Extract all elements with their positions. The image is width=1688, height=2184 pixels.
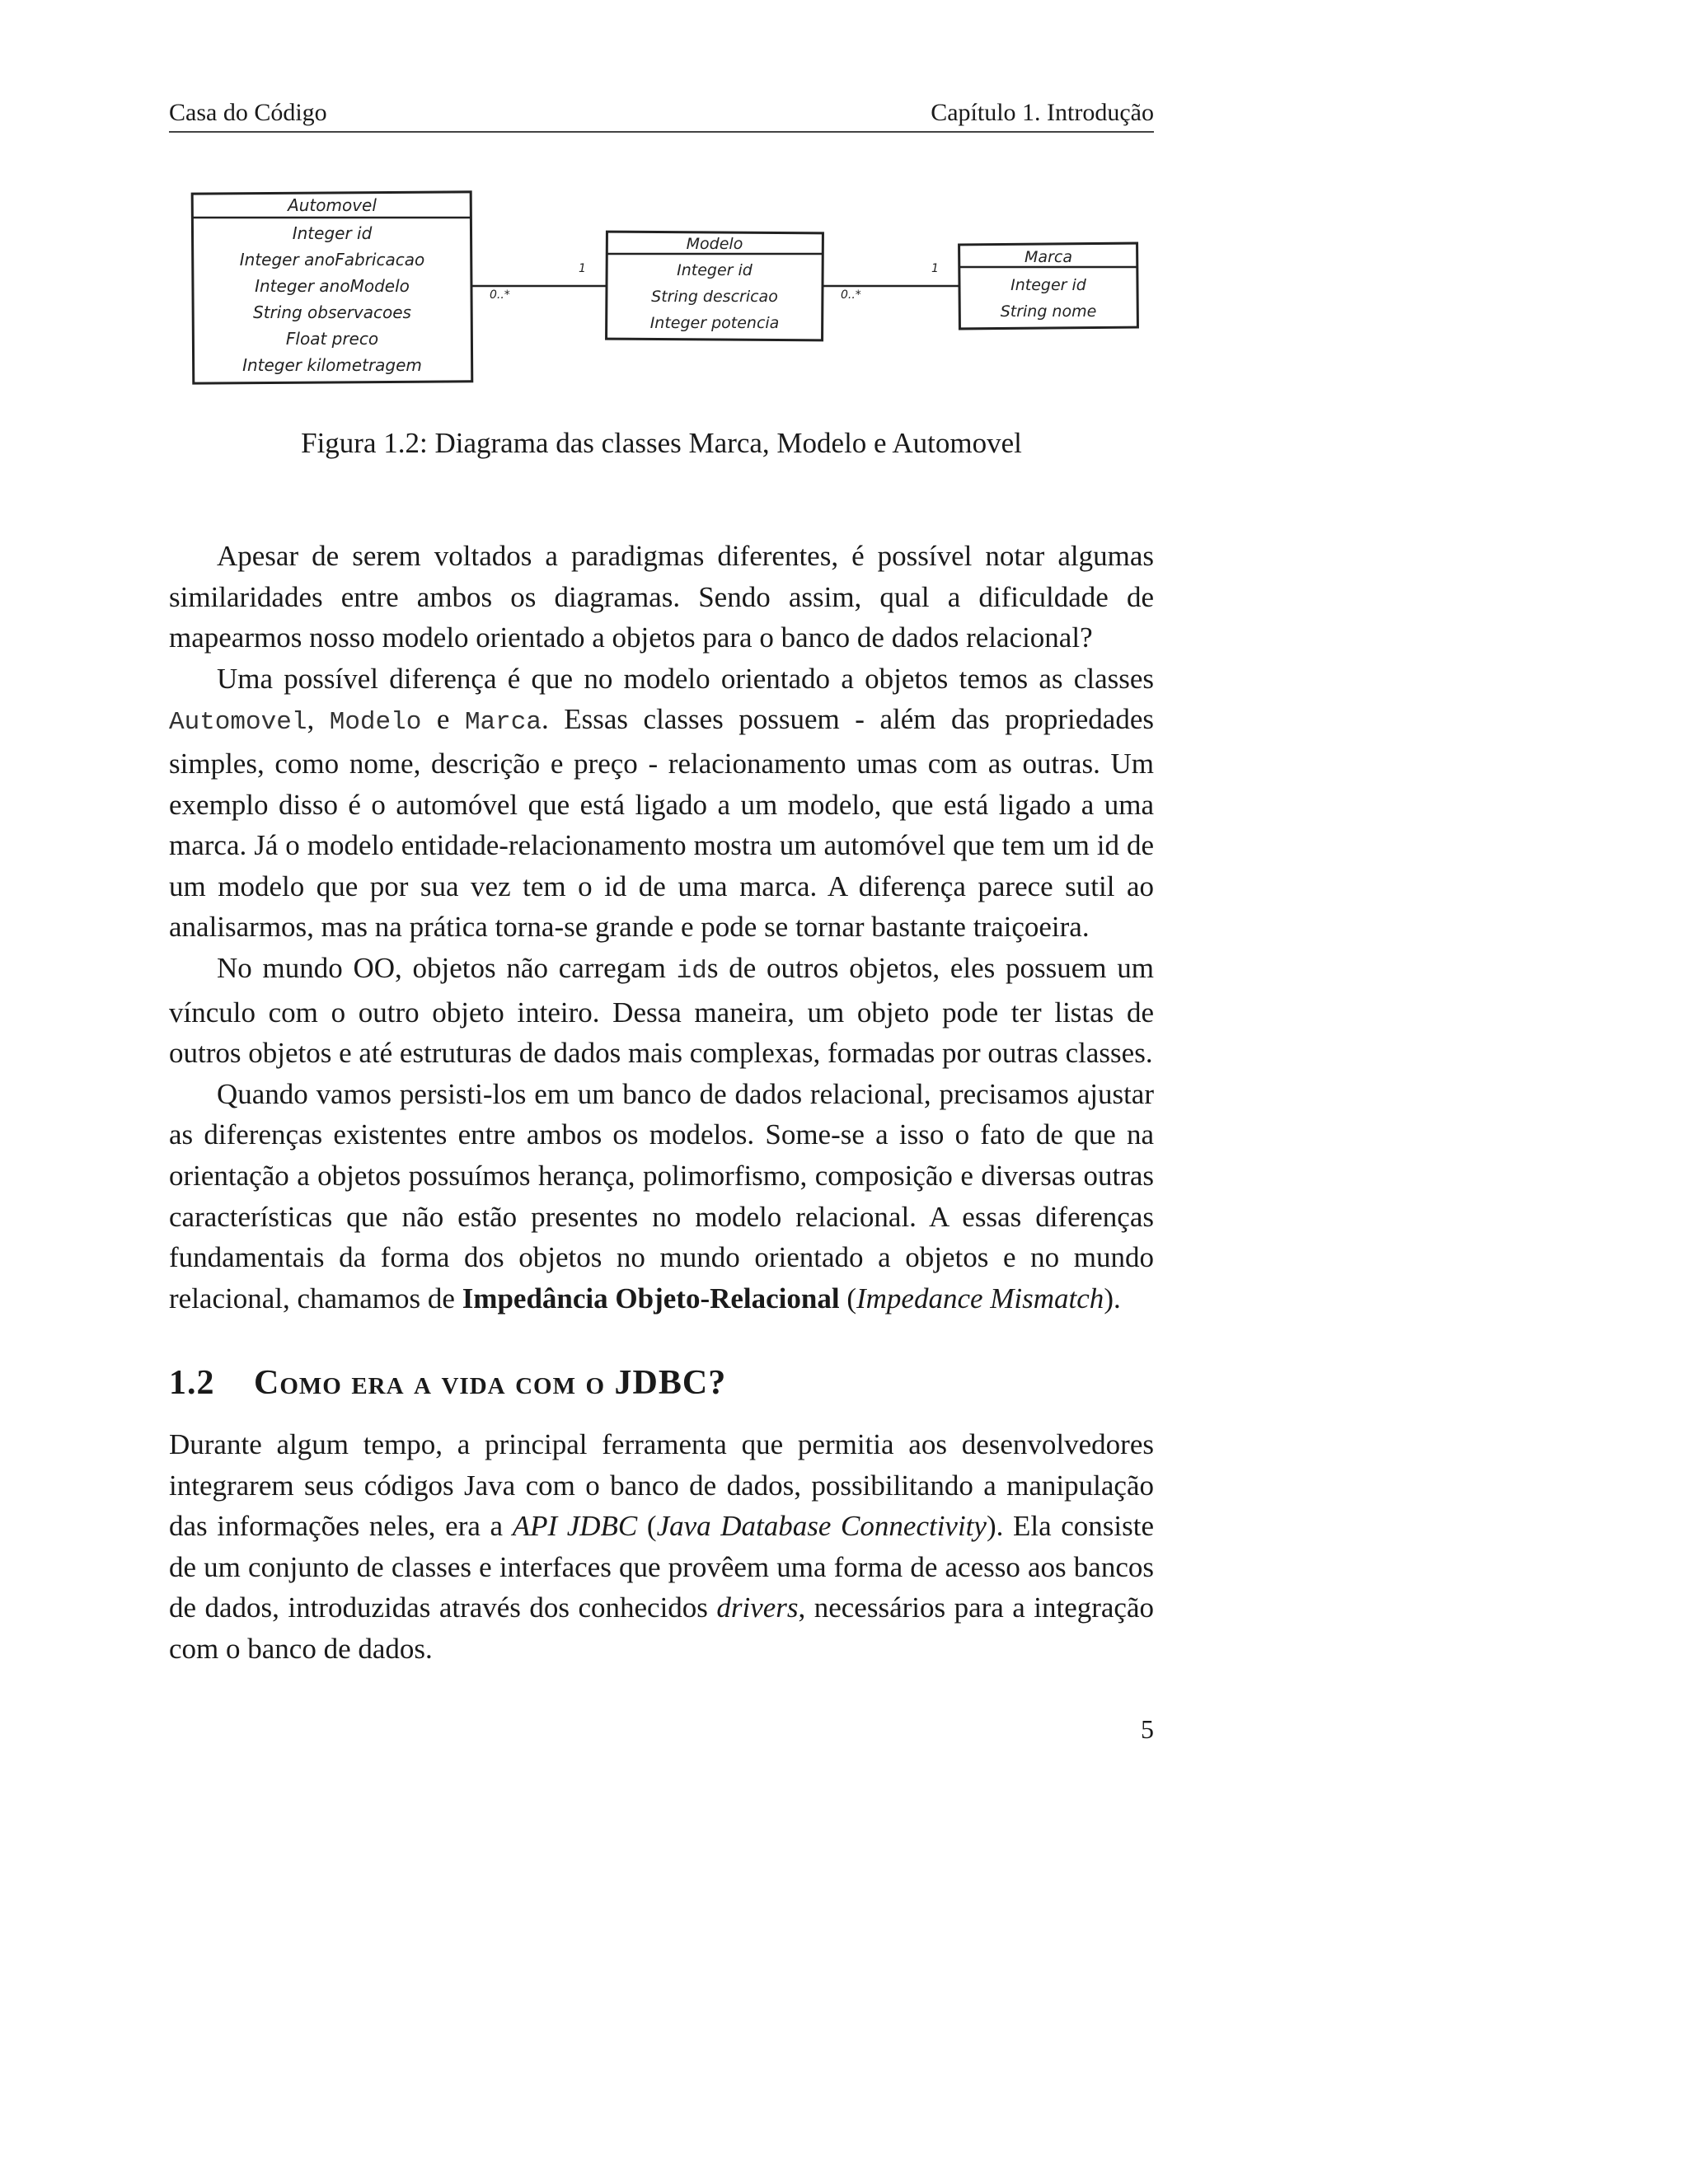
paragraph <box>169 1074 1154 1319</box>
multiplicity-label: 1 <box>931 262 939 275</box>
paragraph <box>169 948 1154 1074</box>
italic-term: drivers <box>716 1591 799 1624</box>
italic-term: Java Database Connectivity <box>656 1510 987 1543</box>
section-title: Como era a vida com o JDBC? <box>254 1364 727 1402</box>
inline-code: Modelo <box>329 708 422 738</box>
modelo-attr: Integer potencia <box>649 314 780 332</box>
italic-term: Impedance Mismatch <box>856 1282 1104 1315</box>
automovel-title: Automovel <box>288 195 377 215</box>
header-rule <box>169 131 1154 133</box>
multiplicity-label: 0..* <box>841 288 861 302</box>
automovel-attr: Float preco <box>285 329 379 349</box>
page-number: 5 <box>1141 1714 1154 1744</box>
automovel-attr: Integer anoModelo <box>255 276 410 296</box>
section-body <box>169 1424 1154 1670</box>
inline-code: Marca <box>464 708 542 738</box>
body-text-block <box>169 536 1154 1319</box>
paragraph-text: , <box>307 703 330 736</box>
paragraph-text: ( <box>839 1282 856 1315</box>
running-header-chapter: Capítulo 1. Introdução <box>931 99 1154 126</box>
modelo-title: Modelo <box>686 235 743 253</box>
inline-code: id <box>676 956 707 986</box>
paragraph-text: No mundo OO, objetos não carregam <box>217 951 677 984</box>
class-box-automovel <box>192 192 472 383</box>
class-box-modelo <box>607 232 823 340</box>
class-box-marca <box>959 243 1138 329</box>
paragraph-text: Durante algum tempo, a principal ferramenta que permitia aos desenvolvedores integrarem seus códigos Java com o banco de dados, possibilitando a manipulação das informações neles, era a <box>169 1428 1154 1543</box>
inline-code: Automovel <box>169 708 307 738</box>
multiplicity-label: 0..* <box>490 288 510 302</box>
automovel-attr: Integer id <box>292 223 373 243</box>
modelo-attr: String descricao <box>651 288 778 306</box>
paragraph-text: . Essas classes possuem - além das propriedades simples, como nome, descrição e preço - relacionamento umas com as outras. Um exemplo disso é o automóvel que está ligado a um modelo, que está ligado a uma marca. Já o modelo entidade-relacionamento mostra um automóvel que tem um id de um modelo que por sua vez tem o id de uma marca. A diferença parece sutil ao analisarmos, mas na prática torna-se grande e pode se tornar bastante traiçoeira. <box>169 703 1154 944</box>
bold-term: Impedância Objeto-Relacional <box>462 1282 840 1315</box>
paragraph-text: e <box>421 703 465 736</box>
section-heading <box>169 1360 1154 1406</box>
italic-term: API JDBC <box>512 1510 638 1543</box>
marca-attr: Integer id <box>1010 276 1086 294</box>
paragraph-text: , necessários para a integração com o banco de dados. <box>169 1591 1154 1665</box>
marca-attr: String nome <box>1000 302 1097 321</box>
paragraph-text: ). Ela consiste de um conjunto de classes e interfaces que provêem uma forma de acesso aos bancos de dados, introduzidas através dos conhecidos <box>169 1510 1155 1624</box>
automovel-attr: Integer kilometragem <box>242 355 422 375</box>
multiplicity-label: 1 <box>579 262 586 275</box>
modelo-attr: Integer id <box>677 261 753 279</box>
class-diagram-svg <box>181 183 1154 389</box>
paragraph-text: Uma possível diferença é que no modelo orientado a objetos temos as classes <box>217 662 1154 695</box>
class-diagram <box>181 183 1154 389</box>
paragraph-text: ). <box>1104 1282 1121 1315</box>
paragraph-text: s de outros objetos, eles possuem um vínculo com o outro objeto inteiro. Dessa maneira, um objeto pode ter listas de outros objetos e até estruturas de dados mais complexas, formadas por outras classes. <box>169 951 1154 1070</box>
figure-caption: Figura 1.2: Diagrama das classes Marca, Modelo e Automovel <box>301 427 1022 459</box>
paragraph <box>169 658 1154 948</box>
paragraph-text: ( <box>637 1510 657 1543</box>
marca-title: Marca <box>1025 248 1072 266</box>
paragraph: Apesar de serem voltados a paradigmas diferentes, é possível notar algumas similaridades entre ambos os diagramas. Sendo assim, qual a dificuldade de mapearmos nosso modelo orientado a objetos para o banco de dados relacional? <box>169 540 1154 654</box>
paragraph <box>169 1424 1154 1670</box>
section-number: 1.2 <box>169 1364 215 1402</box>
automovel-attr: Integer anoFabricacao <box>239 250 425 269</box>
automovel-attr: String observacoes <box>253 302 411 322</box>
paragraph-text: Quando vamos persisti-los em um banco de dados relacional, precisamos ajustar as diferenças existentes entre ambos os modelos. Some-se a isso o fato de que na orientação a objetos possuímos herança, polimorfismo, composição e diversas outras características que não estão presentes no modelo relacional. A essas diferenças fundamentais da forma dos objetos no mundo orientado a objetos e no mundo relacional, chamamos de <box>169 1077 1154 1315</box>
running-header-book-title: Casa do Código <box>169 99 327 126</box>
